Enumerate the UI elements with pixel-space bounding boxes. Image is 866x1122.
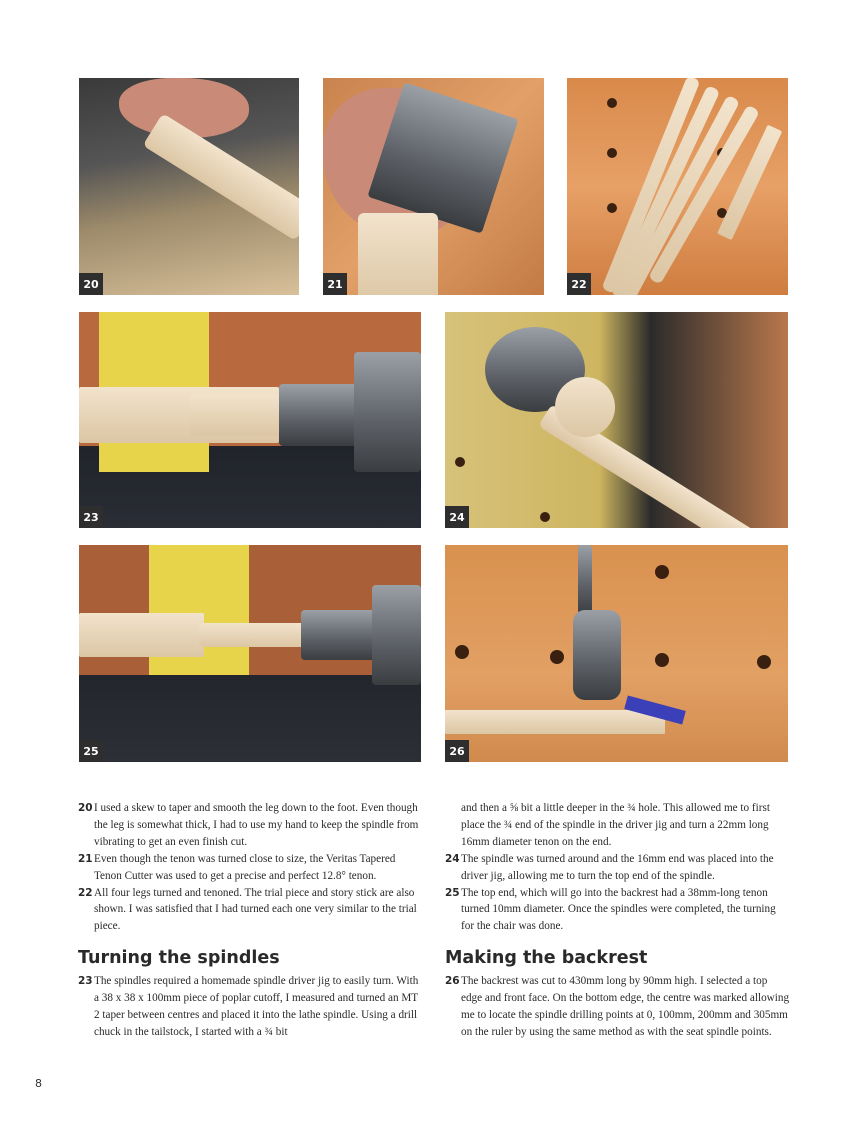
step-number: 26 xyxy=(445,975,460,988)
step-text: The spindles required a homemade spindle driver jig to easily turn. With a 38 x 38 x 100mm piece of poplar cutoff, I measured and turned an MT 2 taper between centres and placed it into the lathe spindle. Using a drill chuck in the tailstock, I started with a ¾ bit xyxy=(94,975,419,1038)
lathe-spur-shape xyxy=(301,610,381,660)
step-text: All four legs turned and tenoned. The trial piece and story stick are also shown. I was satisfied that I had turned each one very similar to the trial piece. xyxy=(94,886,417,933)
bench-hole xyxy=(607,98,617,108)
step-paragraph xyxy=(445,851,790,885)
step-paragraph xyxy=(78,800,423,851)
photo-drilling-backrest xyxy=(445,545,788,762)
text-column-right xyxy=(445,800,790,1041)
bench-hole xyxy=(655,653,669,667)
lathe-hole xyxy=(455,457,465,467)
headstock-shape xyxy=(354,352,421,472)
page-number: 8 xyxy=(35,1077,42,1090)
photo-four-legs-and-story-stick xyxy=(567,78,788,295)
leg-end-shape xyxy=(358,213,438,295)
step-number: 20 xyxy=(78,802,93,814)
photo-number-badge: 21 xyxy=(323,273,347,295)
bench-hole xyxy=(655,565,669,579)
photo-number-badge: 25 xyxy=(79,740,103,762)
bench-hole xyxy=(550,650,564,664)
drill-shaft-shape xyxy=(578,545,592,615)
continued-paragraph: and then a ⅝ bit a little deeper in the ¾ hole. This allowed me to first place the ¾ end of the spindle in the driver jig and turn a 22mm long 16mm diameter tenon on the end. xyxy=(461,802,770,848)
photo-tenon-cutter xyxy=(323,78,544,295)
step-paragraph xyxy=(445,973,790,1041)
driver-jig-shape xyxy=(555,377,615,437)
step-number: 25 xyxy=(445,886,460,899)
tenon-shape xyxy=(199,623,309,647)
section-heading: Making the backrest xyxy=(445,948,648,969)
step-text: The top end, which will go into the backrest had a 38mm-long tenon turned 10mm diameter. Once the spindles were completed, the turning for the chair was done. xyxy=(461,886,776,933)
step-text: Even though the tenon was turned close to size, the Veritas Tapered Tenon Cutter was used to get a precise and perfect 12.8° tenon. xyxy=(94,852,396,882)
bench-hole xyxy=(607,203,617,213)
step-paragraph xyxy=(78,973,423,1041)
photo-number-badge: 23 xyxy=(79,506,103,528)
step-text: The spindle was turned around and the 16mm end was placed into the driver jig, allowing me to turn the top end of the spindle. xyxy=(461,852,774,882)
step-paragraph xyxy=(445,885,790,936)
step-paragraph xyxy=(78,885,423,936)
backrest-board-shape xyxy=(445,710,665,734)
section-heading: Turning the spindles xyxy=(78,948,280,969)
photo-number-badge: 20 xyxy=(79,273,103,295)
step-text: The backrest was cut to 430mm long by 90mm high. I selected a top edge and front face. On the bottom edge, the centre was marked allowing me to locate the spindle drilling points at 0, 100mm, 200mm and 305mm on the ruler by using the same method as with the seat spindle points. xyxy=(461,975,790,1038)
step-number: 21 xyxy=(78,852,93,865)
lathe-hole xyxy=(540,512,550,522)
step-number: 23 xyxy=(78,975,93,988)
lathe-spur-shape xyxy=(279,384,359,446)
photo-skew-tapering-leg xyxy=(79,78,299,295)
headstock-shape xyxy=(372,585,421,685)
spindle-shape xyxy=(189,394,289,436)
step-number: 22 xyxy=(78,886,93,899)
driver-jig-shape xyxy=(79,613,204,657)
drill-chuck-shape xyxy=(573,610,621,700)
step-paragraph xyxy=(78,851,423,885)
photo-number-badge: 24 xyxy=(445,506,469,528)
bench-hole xyxy=(455,645,469,659)
photo-top-end-tenon xyxy=(79,545,421,762)
text-column-left xyxy=(78,800,423,1041)
photo-number-badge: 26 xyxy=(445,740,469,762)
step-text: I used a skew to taper and smooth the leg down to the foot. Even though the leg is somewhat thick, I had to use my hand to keep the spindle from vibrating to get an even finish cut. xyxy=(94,802,419,848)
photo-number-badge: 22 xyxy=(567,273,591,295)
bench-hole xyxy=(757,655,771,669)
step-number: 24 xyxy=(445,852,460,865)
bench-hole xyxy=(607,148,617,158)
photo-spindle-turned-around xyxy=(445,312,788,528)
photo-spindle-in-driver-jig xyxy=(79,312,421,528)
